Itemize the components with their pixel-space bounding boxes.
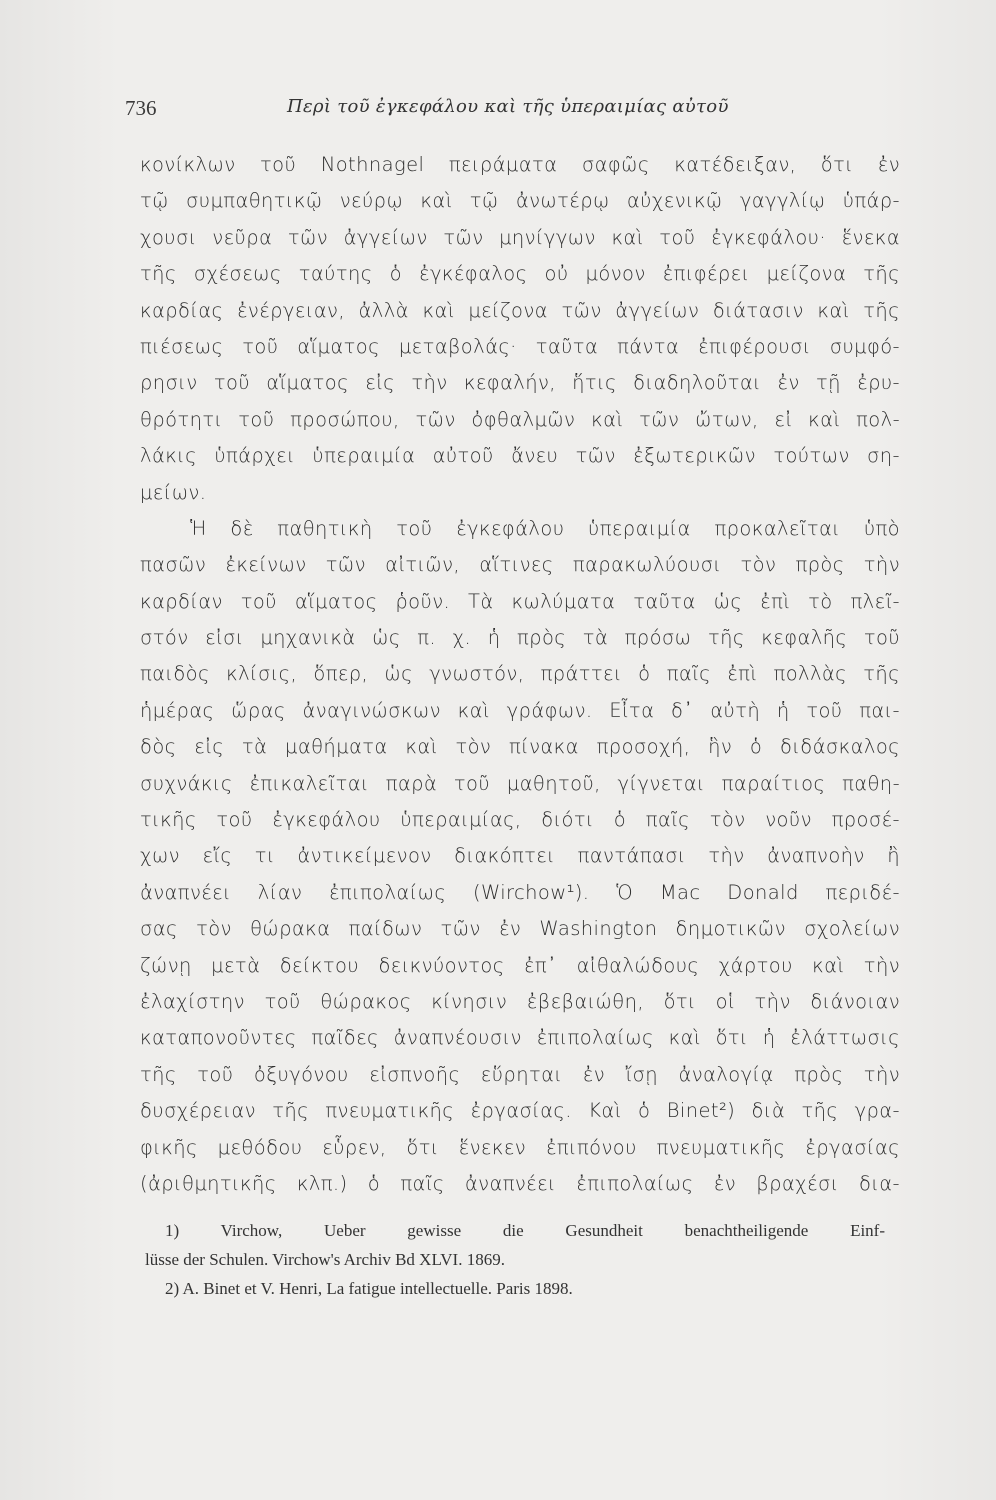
text-line: πιέσεως τοῦ αἵματος μεταβολάς· ταῦτα πάντα ἐπιφέρουσι συμφό- (140, 334, 900, 358)
text-line: τῆς τοῦ ὀξυγόνου εἰσπνοῆς εὕρηται ἐν ἴσῃ ἀναλογίᾳ πρὸς τὴν (140, 1062, 900, 1086)
footnote-1: 1) Virchow, Ueber gewisse die Gesundheit benachtheiligende Einf- (165, 1221, 885, 1240)
text-line: φικῆς μεθόδου εὗρεν, ὅτι ἕνεκεν ἐπιπόνου πνευματικῆς ἐργασίας (140, 1135, 900, 1159)
text-line: χων εἴς τι ἀντικείμενον διακόπτει παντάπασι τὴν ἀναπνοὴν ἢ (140, 844, 900, 868)
text-line: ρησιν τοῦ αἵματος εἰς τὴν κεφαλήν, ἥτις διαδηλοῦται ἐν τῇ ἐρυ- (140, 371, 900, 395)
footnotes (145, 1216, 885, 1303)
text-line: μείων. (140, 480, 207, 504)
text-line: θρότητι τοῦ προσώπου, τῶν ὀφθαλμῶν καὶ τῶν ὤτων, εἰ καὶ πολ- (140, 407, 900, 431)
text-line: ζώνῃ μετὰ δείκτου δεικνύοντος ἐπ᾽ αἰθαλώδους χάρτου καὶ τὴν (140, 953, 900, 977)
text-line: σας τὸν θώρακα παίδων τῶν ἐν Washington δημοτικῶν σχολείων (140, 917, 900, 941)
page-number: 736 (125, 96, 157, 120)
text-line: δὸς εἰς τὰ μαθήματα καὶ τὸν πίνακα προσοχή, ἣν ὁ διδάσκαλος (140, 735, 900, 759)
footnote-1-continued: lüsse der Schulen. Virchow's Archiv Bd XLVI. 1869. (145, 1250, 505, 1269)
text-line: χουσι νεῦρα τῶν ἀγγείων τῶν μηνίγγων καὶ τοῦ ἐγκεφάλου· ἕνεκα (140, 225, 900, 249)
text-line: κονίκλων τοῦ Nothnagel πειράματα σαφῶς κατέδειξαν, ὅτι ἐν (140, 153, 900, 176)
text-line: καταπονοῦντες παῖδες ἀναπνέουσιν ἐπιπολαίως καὶ ὅτι ἡ ἐλάττωσις (140, 1026, 900, 1050)
text-line: ἀναπνέει λίαν ἐπιπολαίως (Wirchow¹). Ὁ Mac Donald περιδέ- (140, 880, 900, 904)
text-line: (ἀριθμητικῆς κλπ.) ὁ παῖς ἀναπνέει ἐπιπολαίως ἐν βραχέσι δια- (140, 1171, 900, 1195)
page-header (125, 96, 885, 126)
text-line: τῆς σχέσεως ταύτης ὁ ἐγκέφαλος οὐ μόνον ἐπιφέρει μείζονα τῆς (140, 262, 900, 286)
text-line: τικῆς τοῦ ἐγκεφάλου ὑπεραιμίας, διότι ὁ παῖς τὸν νοῦν προσέ- (140, 808, 900, 832)
text-line: στόν εἰσι μηχανικὰ ὡς π. χ. ἡ πρὸς τὰ πρόσω τῆς κεφαλῆς τοῦ (140, 626, 900, 650)
text-line: τῷ συμπαθητικῷ νεύρῳ καὶ τῷ ἀνωτέρῳ αὐχενικῷ γαγγλίῳ ὑπάρ- (140, 189, 900, 213)
text-line: δυσχέρειαν τῆς πνευματικῆς ἐργασίας. Καὶ ὁ Binet²) διὰ τῆς γρα- (140, 1099, 900, 1123)
text-line: ἡμέρας ὥρας ἀναγινώσκων καὶ γράφων. Εἶτα δ᾽ αὐτὴ ἡ τοῦ παι- (140, 698, 900, 722)
footnote-2: 2) A. Binet et V. Henri, La fatigue intellectuelle. Paris 1898. (165, 1279, 573, 1298)
text-line: παιδὸς κλίσις, ὅπερ, ὡς γνωστόν, πράττει ὁ παῖς ἐπὶ πολλὰς τῆς (140, 662, 900, 686)
text-line: ἐλαχίστην τοῦ θώρακος κίνησιν ἐβεβαιώθη, ὅτι οἱ τὴν διάνοιαν (140, 989, 900, 1013)
paragraph-start-line: Ἡ δὲ παθητικὴ τοῦ ἐγκεφάλου ὑπεραιμία προκαλεῖται ὑπὸ (190, 516, 900, 540)
running-title: Περὶ τοῦ ἐγκεφάλου καὶ τῆς ὑπεραιμίας αὐτοῦ (287, 96, 729, 117)
text-line: καρδίας ἐνέργειαν, ἀλλὰ καὶ μείζονα τῶν ἀγγείων διάτασιν καὶ τῆς (140, 298, 900, 322)
text-line: συχνάκις ἐπικαλεῖται παρὰ τοῦ μαθητοῦ, γίγνεται παραίτιος παθη- (140, 771, 900, 795)
text-line: λάκις ὑπάρχει ὑπεραιμία αὐτοῦ ἄνευ τῶν ἐξωτερικῶν τούτων ση- (140, 444, 900, 468)
text-line: πασῶν ἐκείνων τῶν αἰτιῶν, αἵτινες παρακωλύουσι τὸν πρὸς τὴν (140, 553, 900, 577)
text-line: καρδίαν τοῦ αἵματος ῥοῦν. Τὰ κωλύματα ταῦτα ὡς ἐπὶ τὸ πλεῖ- (140, 589, 900, 613)
body-text (140, 147, 900, 1202)
